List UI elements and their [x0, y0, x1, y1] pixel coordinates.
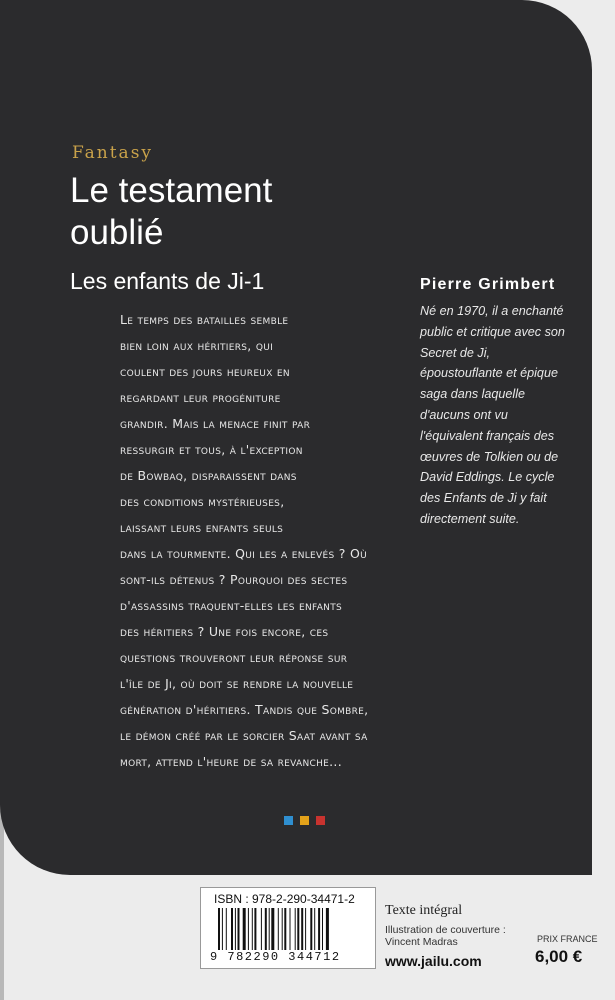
publisher-website: www.jailu.com — [385, 953, 482, 969]
summary-line: des héritiers ? Une fois encore, ces — [120, 624, 329, 639]
summary-line: des conditions mystérieuses, — [120, 494, 285, 509]
barcode-bar — [326, 908, 329, 950]
barcode-bar — [297, 908, 299, 950]
barcode-bar — [278, 908, 279, 950]
barcode-bar — [295, 908, 296, 950]
barcode-bar — [269, 908, 270, 950]
summary-line: regardant leur progéniture — [120, 390, 281, 405]
barcode-bar — [222, 908, 223, 950]
summary-line: Le temps des batailles semble — [120, 312, 289, 327]
barcode-bar — [314, 908, 315, 950]
texte-integral-label: Texte intégral — [385, 903, 463, 918]
summary-line: le démon créé par le sorcier Saat avant sa — [120, 728, 368, 743]
barcode-bar — [235, 908, 236, 950]
barcode-bar — [284, 908, 286, 950]
barcode-bar — [231, 908, 233, 950]
isbn-text: ISBN : 978-2-290-34471-2 — [214, 892, 355, 906]
barcode-bar — [238, 908, 240, 950]
blue-dot-icon — [284, 816, 293, 825]
author-name: Pierre Grimbert — [420, 276, 556, 293]
red-dot-icon — [316, 816, 325, 825]
summary-line: grandir. Mais la menace finit par — [120, 416, 311, 431]
barcode-bar — [322, 908, 323, 950]
barcode-bar — [282, 908, 283, 950]
summary-line: génération d'héritiers. Tandis que Sombre, — [120, 702, 369, 717]
price-value: 6,00 € — [535, 947, 583, 966]
barcode-bar — [301, 908, 303, 950]
author-bio: Né en 1970, il a enchanté public et critique avec son Secret de Ji, époustouflante et épique saga dans laquelle d'aucuns ont vu l'équivalent français des œuvres de Tolkien ou de David Eddings. Le cycle des Enfants de Ji y fait directement suite. — [420, 304, 565, 526]
barcode-bar — [271, 908, 274, 950]
summary-line: bien loin aux héritiers, qui — [120, 338, 274, 353]
barcode-bar — [218, 908, 220, 950]
barcode-bar — [252, 908, 253, 950]
summary-line: l'île de Ji, où doit se rendre la nouvelle — [120, 676, 354, 691]
barcode-bar — [290, 908, 291, 950]
summary-line: ressurgir et tous, à l'exception — [120, 442, 303, 457]
illustrator-name: Vincent Madras — [385, 936, 458, 948]
barcode-bar — [226, 908, 227, 950]
genre-label: Fantasy — [72, 143, 154, 163]
illustration-label: Illustration de couverture : — [385, 924, 506, 936]
barcode-bar — [261, 908, 262, 950]
summary-line: d'assassins traquent-elles les enfants — [120, 598, 342, 613]
decorative-dots — [284, 816, 325, 825]
barcode-bar — [243, 908, 246, 950]
barcode-bar — [254, 908, 256, 950]
summary-line: laissant leurs enfants seuls — [120, 520, 284, 535]
barcode-bar — [310, 908, 312, 950]
summary-line: de Bowbaq, disparaissent dans — [120, 468, 297, 483]
summary-line: coulent des jours heureux en — [120, 364, 290, 379]
summary-line: dans la tourmente. Qui les a enlevés ? Où — [120, 546, 367, 561]
summary-line: sont-ils détenus ? Pourquoi des sectes — [120, 572, 348, 587]
barcode-bar — [318, 908, 320, 950]
summary-line: mort, attend l'heure de sa revanche... — [120, 754, 342, 769]
ean-number: 9 782290 344712 — [210, 950, 341, 964]
orange-dot-icon — [300, 816, 309, 825]
book-subtitle: Les enfants de Ji-1 — [70, 268, 265, 294]
barcode-bar — [305, 908, 306, 950]
barcode-bar — [248, 908, 249, 950]
book-title: Le testament oublié — [70, 171, 273, 252]
price-label: PRIX FRANCE — [537, 934, 598, 944]
barcode-bar — [265, 908, 267, 950]
barcode-icon — [218, 908, 358, 950]
summary-line: questions trouveront leur réponse sur — [120, 650, 348, 665]
